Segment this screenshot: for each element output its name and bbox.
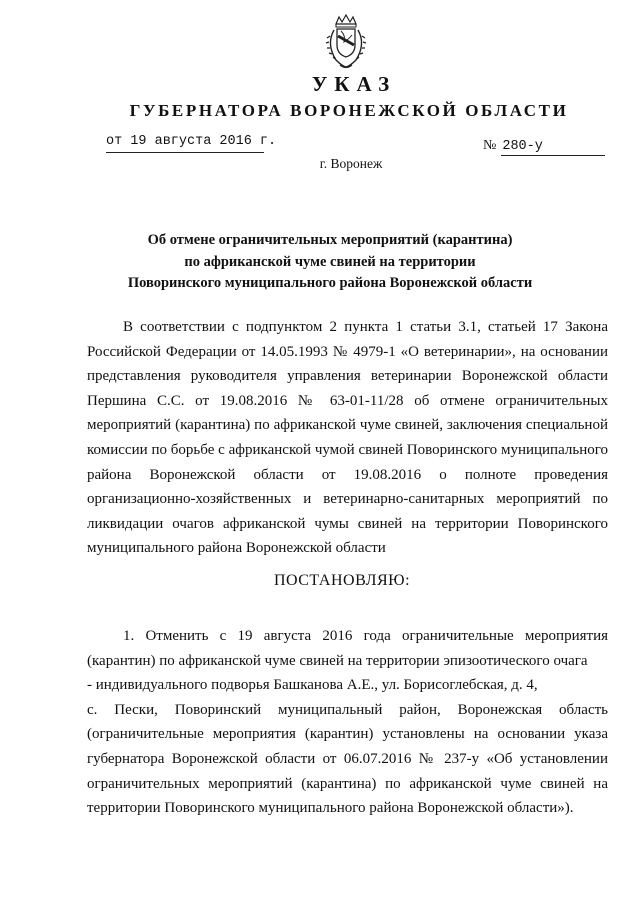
item-1-details: с. Пески, Поворинский муниципальный район, Воронежская область (ограничительные мероприятия (карантин) установлены на основании указа губернатора Воронежской области от 06.07.2016 № 237-у «Об установлении ограничительных мероприятий (карантина) по африканской чуме свиней на территории Поворинского муниципального района Воронежской области»). [87, 701, 608, 817]
subject-line: по африканской чуме свиней на территории [184, 253, 476, 270]
coat-of-arms-icon [322, 14, 370, 72]
subject-line: Об отмене ограничительных мероприятий (карантина) [147, 232, 513, 248]
city: г. Воронеж [319, 156, 383, 171]
date-underline [106, 152, 264, 153]
item-1-text: 1. Отменить с 19 августа 2016 года ограничительные мероприятия (карантин) по африканской чуме свиней на территории эпизоотического очага [87, 628, 608, 669]
item-1 [87, 624, 608, 821]
item-1-address: - индивидуального подворья Башканова А.Е., ул. Борисоглебская, д. 4, [87, 677, 538, 694]
decree-subject [100, 230, 560, 295]
decree-number [483, 138, 543, 154]
subject-line: Поворинского муниципального района Воронежской области [127, 275, 533, 291]
decree-date [106, 134, 276, 149]
decree-word: ПОСТАНОВЛЯЮ: [273, 572, 411, 589]
decree-date-text: от 19 августа 2016 г. [106, 134, 277, 149]
preamble-paragraph [87, 315, 608, 561]
number-value: 280-у [502, 139, 543, 154]
document-title: УКАЗ [311, 72, 397, 96]
number-label: № [483, 138, 497, 153]
preamble-text: В соответствии с подпунктом 2 пункта 1 статьи 3.1, статьей 17 Закона Российской Федерации от 14.05.1993 № 4979-1 «О ветеринарии», на основании представления руководителя управления ветеринарии Воронежской области Першина С.С. от 19.08.2016 № 63-01-11/28 об отмене ограничительных мероприятий (карантина) по африканской чуме свиней, заключения специальной комиссии по борьбе с африканской чумой свиней Поворинского муниципального района Воронежской области от 19.08.2016 о полноте проведения организационно-хозяйственных и ветеринарно-санитарных мероприятий по ликвидации очагов африканской чумы свиней на территории Поворинского муниципального района Воронежской области [87, 319, 608, 557]
document-subtitle: ГУБЕРНАТОРА ВОРОНЕЖСКОЙ ОБЛАСТИ [129, 101, 569, 120]
